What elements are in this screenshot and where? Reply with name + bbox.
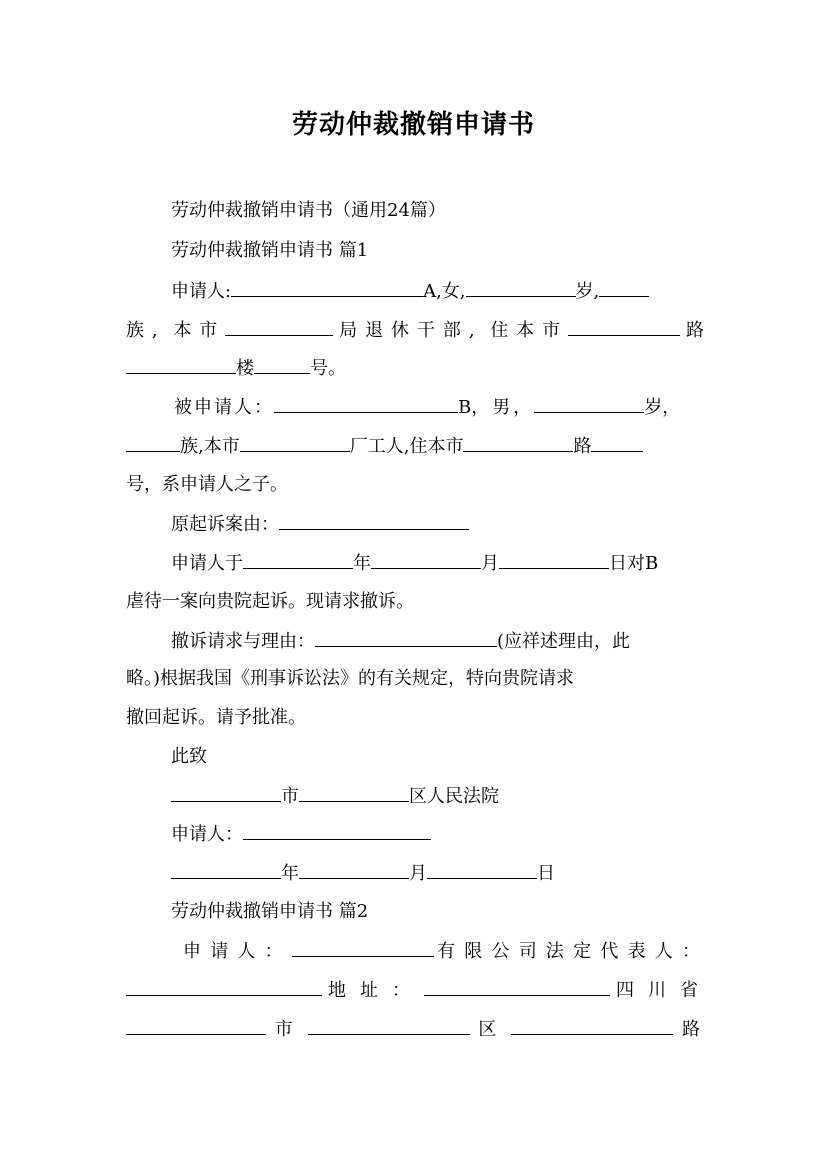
- company-rep: 有限公司法定代表人：: [433, 941, 706, 962]
- withdrawal-end: 撤回起诉。请予批准。: [126, 707, 306, 728]
- building-label: 楼: [236, 358, 254, 379]
- applicant-line-3: [126, 355, 706, 381]
- blank-field: [424, 977, 610, 996]
- residence-prefix: 住本市: [490, 320, 569, 341]
- filing-rest: 虐待一案向贵院起诉。现请求撤诉。: [126, 591, 414, 612]
- withdrawal-label: 撤诉请求与理由：: [171, 631, 315, 652]
- applicant-line-2: [126, 317, 706, 343]
- section2-applicant-label: 申请人：: [183, 941, 292, 962]
- blank-field: [171, 860, 281, 879]
- blank-field: [171, 783, 281, 802]
- original-cause-line: [171, 511, 706, 537]
- respondent-nation: 族,本市: [180, 436, 240, 457]
- blank-field: [308, 1016, 470, 1035]
- respondent-road: 路: [573, 436, 592, 457]
- blank-field: [254, 355, 310, 374]
- blank-field: [126, 355, 236, 374]
- blank-field: [463, 433, 573, 452]
- blank-field: [292, 938, 434, 957]
- blank-field: [427, 860, 537, 879]
- nation-suffix: 族,: [126, 320, 160, 341]
- respondent-name: B: [458, 397, 472, 418]
- section2-city-line: [126, 1016, 706, 1042]
- filing-line: [171, 550, 706, 576]
- applicant-line: [171, 278, 706, 304]
- address-label: 地址：: [322, 980, 424, 1001]
- blank-field: [371, 550, 481, 569]
- court-city: 市: [281, 786, 299, 807]
- respondent-line: [174, 394, 706, 420]
- blank-field: [499, 550, 609, 569]
- year-label: 年: [353, 553, 371, 574]
- number-label: 号。: [310, 358, 346, 379]
- blank-field: [243, 550, 353, 569]
- court-name: 区人民法院: [409, 786, 499, 807]
- section-heading-2: 劳动仲裁撤销申请书 篇2: [171, 901, 369, 922]
- day-suffix: 日对B: [609, 553, 659, 574]
- original-cause-label: 原起诉案由：: [171, 514, 279, 535]
- city-label: 市: [266, 1019, 308, 1040]
- blank-field: [511, 1016, 673, 1035]
- blank-field: [126, 1016, 266, 1035]
- withdrawal-note: (应祥述理由，此: [497, 631, 631, 652]
- respondent-label: 被申请人：: [174, 397, 274, 418]
- blank-field: [231, 278, 423, 297]
- filing-prefix: 申请人于: [171, 553, 243, 574]
- salutation: 此致: [171, 746, 207, 767]
- blank-field: [315, 628, 497, 647]
- blank-field: [225, 317, 333, 336]
- section2-applicant-line: [183, 938, 706, 964]
- blank-field: [274, 394, 458, 413]
- city-prefix: 本市: [173, 320, 226, 341]
- respondent-age: 岁，: [644, 397, 681, 418]
- applicant-name: A: [423, 281, 437, 302]
- relation-line: 号，系申请人之子。: [126, 474, 288, 495]
- province-label: 四川省: [610, 980, 706, 1001]
- factory-worker: 厂工人,住本市: [349, 436, 464, 457]
- blank-field: [534, 394, 644, 413]
- date-month: 月: [409, 863, 427, 884]
- section2-address-line: [126, 977, 706, 1003]
- applicant-gender: ,女,: [436, 281, 466, 302]
- blank-field: [568, 317, 680, 336]
- blank-field: [126, 433, 180, 452]
- court-line: [171, 783, 706, 809]
- respondent-line-2: [126, 433, 706, 459]
- date-year: 年: [281, 863, 299, 884]
- blank-field: [126, 977, 322, 996]
- blank-field: [591, 433, 643, 452]
- date-day: 日: [537, 863, 555, 884]
- section2-road-label: 路: [673, 1019, 706, 1040]
- district-label: 区: [469, 1019, 512, 1040]
- age-suffix: 岁,: [575, 281, 600, 302]
- blank-field: [279, 511, 469, 530]
- date-line: [171, 860, 706, 886]
- applicant-label: 申请人:: [171, 281, 232, 302]
- signature-label: 申请人：: [171, 824, 243, 845]
- blank-field: [243, 821, 431, 840]
- road-label: 路: [680, 320, 706, 341]
- signature-line: [171, 821, 706, 847]
- month-label: 月: [481, 553, 499, 574]
- blank-field: [240, 433, 350, 452]
- withdrawal-cont: 略。)根据我国《刑事诉讼法》的有关规定，特向贵院请求: [126, 668, 575, 689]
- collection-title: 劳动仲裁撤销申请书（通用24篇）: [171, 200, 446, 221]
- withdrawal-line: [171, 628, 706, 654]
- blank-field: [299, 783, 409, 802]
- blank-field: [599, 278, 649, 297]
- respondent-gender: ，男，: [471, 397, 535, 418]
- section-heading-1: 劳动仲裁撤销申请书 篇1: [171, 240, 369, 261]
- retired-text: 局退休干部,: [333, 320, 477, 341]
- blank-field: [299, 860, 409, 879]
- page-title: 劳动仲裁撤销申请书: [291, 110, 535, 140]
- blank-field: [466, 278, 576, 297]
